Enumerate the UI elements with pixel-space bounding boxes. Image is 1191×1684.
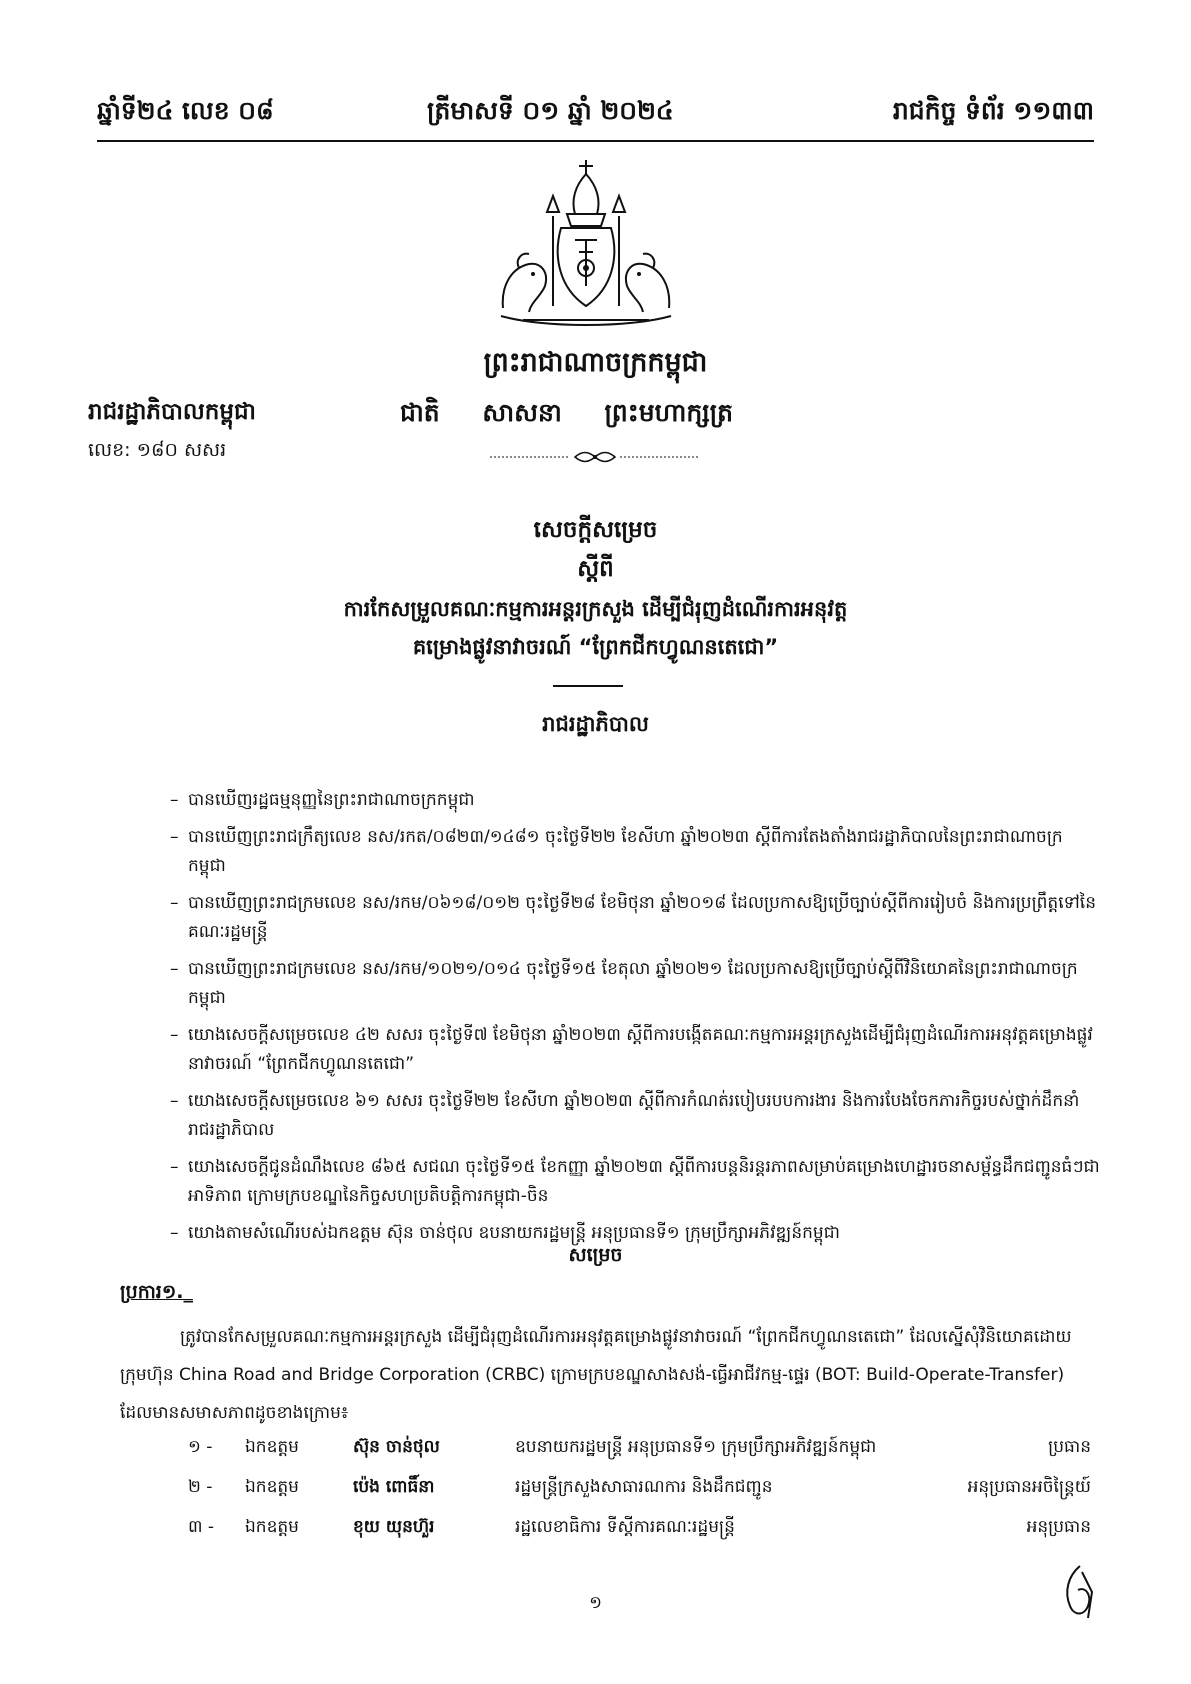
member-name: ប៉េង ពោធិ៍នា [353,1477,435,1497]
member-role: អនុប្រធាន [1026,1517,1091,1537]
article-1-heading: ប្រការ១._ [120,1281,193,1303]
royal-coat-of-arms-icon [483,156,689,332]
member-honorific: ឯកឧត្តម [245,1477,299,1497]
gazette-page-number: រាជកិច្ច ទំព័រ ១១៣៣ [892,96,1094,125]
member-position: រដ្ឋលេខាធិការ ទីស្តីការគណៈរដ្ឋមន្ត្រី [515,1517,735,1537]
consideration-item: – បានឃើញព្រះរាជក្រឹត្យលេខ នស/រកត/០៨២៣/១៤៨១ ចុះថ្ងៃទី២២ ខែសីហា ឆ្នាំ២០២៣ ស្តីពីការតែងតាំងរាជរដ្ឋាភិបាលនៃព្រះរាជាណាចក្រកម្ពុជា [170,823,1100,881]
consideration-item: – បានឃើញព្រះរាជក្រមលេខ នស/រកម/០៦១៨/០១២ ចុះថ្ងៃទី២៨ ខែមិថុនា ឆ្នាំ២០១៨ ដែលប្រកាសឱ្យប្រើច្បាប់ស្តីពីការរៀបចំ និងការប្រព្រឹត្តទៅនៃគណៈរដ្ឋមន្ត្រី [170,889,1100,947]
consideration-item: – យោងសេចក្តីជូនដំណឹងលេខ ៨៦៥ សជណ ចុះថ្ងៃទី១៥ ខែកញ្ញា ឆ្នាំ២០២៣ ស្តីពីការបន្តនិរន្តរភាពសម្រាប់គម្រោងហេដ្ឋារចនាសម្ព័ន្ធដឹកជញ្ជូនធំៗជាអាទិភាព ក្រោមក្របខណ្ឌនៃកិច្ចសហប្រតិបត្តិការកម្ពុជា-ចិន [170,1153,1100,1211]
document-subject-line-2: គម្រោងផ្លូវនាវាចរណ៍ “ព្រែកជីកហ្វូណនតេជោ” [412,635,779,659]
member-honorific: ឯកឧត្តម [245,1437,299,1457]
motto-king: ព្រះមហាក្សត្រ [604,398,734,427]
article-1-body: ត្រូវបានកែសម្រួលគណៈកម្មការអន្តរក្រសួង ដើម្បីជំរុញដំណើរការអនុវត្តគម្រោងផ្លូវនាវាចរណ៍ “ព្រែកជីកហ្វូណនតេជោ” ដែលស្នើសុំវិនិយោគដោយក្រុមហ៊ុន China Road and Bridge Corporation (CRBC) ក្រោមក្របខណ្ឌសាងសង់-ធ្វើអាជីវកម្ម-ផ្ទេរ (BOT: Build-Operate-Transfer) ដែលមានសមាសភាពដូចខាងក្រោម៖ [120,1327,1072,1423]
document-number: លេខ: ១៨០ សសរ [88,439,227,461]
member-position: រដ្ឋមន្ត្រីក្រសួងសាធារណការ និងដឹកជញ្ជូន [515,1477,773,1497]
gazette-header [0,92,1191,136]
decision-heading: សម្រេច [568,1244,623,1266]
quarter-year: ត្រីមាសទី ០១ ឆ្នាំ ២០២៤ [427,96,674,125]
ornament-divider-icon [490,450,700,464]
considerations-list [170,786,1100,1256]
document-about: ស្តីពី [577,556,614,582]
national-motto [400,398,767,434]
member-role: អនុប្រធានអចិន្ត្រៃយ៍ [967,1477,1091,1497]
kingdom-name: ព្រះរាជាណាចក្រកម្ពុជា [483,347,708,378]
motto-religion: សាសនា [482,398,562,427]
member-name: ខុយ យុនហ៊ួរ [353,1517,435,1537]
title-divider [553,685,623,687]
member-number: ៣ - [188,1517,215,1537]
member-number: ២ - [188,1477,213,1497]
member-number: ១ - [188,1437,213,1457]
page-number: ១ [589,1593,602,1613]
header-divider [97,140,1094,142]
member-name: ស៊ុន ចាន់ថុល [353,1437,440,1457]
document-subject-line-1: ការកែសម្រួលគណៈកម្មការអន្តរក្រសួង ដើម្បីជំរុញដំណើរការអនុវត្ត [343,597,848,621]
member-role: ប្រធាន [1048,1437,1091,1457]
document-type: សេចក្តីសម្រេច [533,517,658,543]
member-honorific: ឯកឧត្តម [245,1517,299,1537]
consideration-item: – បានឃើញព្រះរាជក្រមលេខ នស/រកម/១០២១/០១៤ ចុះថ្ងៃទី១៥ ខែតុលា ឆ្នាំ២០២១ ដែលប្រកាសឱ្យប្រើច្បាប់ស្តីពីវិនិយោគនៃព្រះរាជាណាចក្រកម្ពុជា [170,955,1100,1013]
consideration-item: – យោងតាមសំណើរបស់ឯកឧត្តម ស៊ុន ចាន់ថុល ឧបនាយករដ្ឋមន្ត្រី អនុប្រធានទី១ ក្រុមប្រឹក្សាអភិវឌ្ឍន៍កម្ពុជា [170,1219,1100,1248]
consideration-item: – យោងសេចក្តីសម្រេចលេខ ៦១ សសរ ចុះថ្ងៃទី២២ ខែសីហា ឆ្នាំ២០២៣ ស្តីពីការកំណត់របៀបរបបការងារ និងការបែងចែកភារកិច្ចរបស់ថ្នាក់ដឹកនាំរាជរដ្ឋាភិបាល [170,1087,1100,1145]
issuing-authority: រាជរដ្ឋាភិបាលកម្ពុជា [88,399,256,425]
government-heading: រាជរដ្ឋាភិបាល [542,712,649,736]
handwritten-initial-icon [1058,1562,1098,1622]
member-position: ឧបនាយករដ្ឋមន្ត្រី អនុប្រធានទី១ ក្រុមប្រឹក្សាអភិវឌ្ឍន៍កម្ពុជា [515,1437,877,1457]
member-row [0,1476,1191,1516]
issue-number: ឆ្នាំទី២៤ លេខ ០៨ [97,96,274,125]
consideration-item: – បានឃើញរដ្ឋធម្មនុញ្ញនៃព្រះរាជាណាចក្រកម្ពុជា [170,786,1100,815]
member-row [0,1516,1191,1556]
member-row [0,1436,1191,1476]
motto-nation: ជាតិ [400,398,440,427]
consideration-item: – យោងសេចក្តីសម្រេចលេខ ៤២ សសរ ចុះថ្ងៃទី៧ ខែមិថុនា ឆ្នាំ២០២៣ ស្តីពីការបង្កើតគណៈកម្មការអន្តរក្រសួងដើម្បីជំរុញដំណើរការអនុវត្តគម្រោងផ្លូវនាវាចរណ៍ “ព្រែកជីកហ្វូណនតេជោ” [170,1021,1100,1079]
